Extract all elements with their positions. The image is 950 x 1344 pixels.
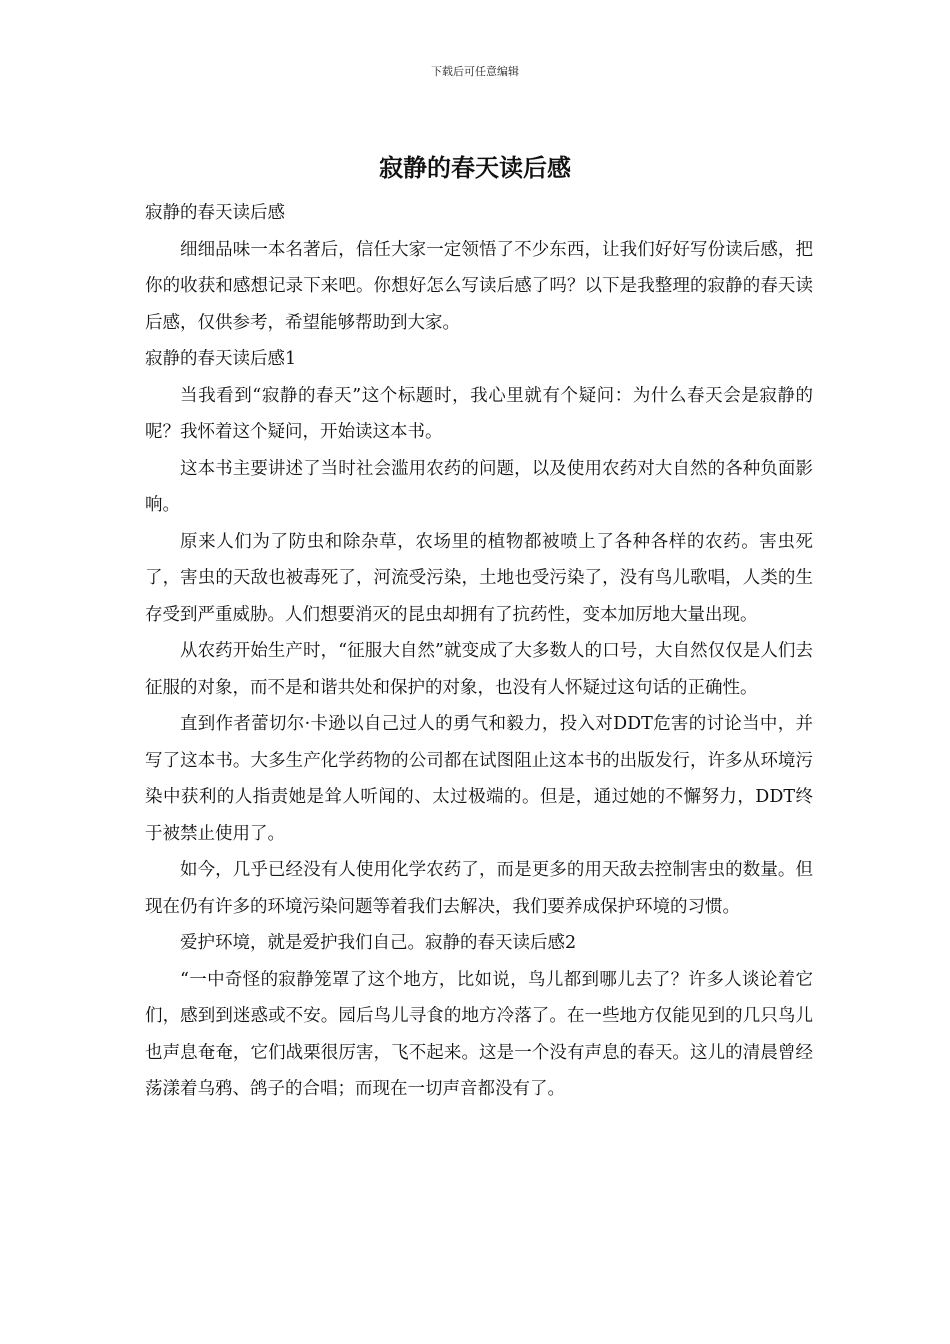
paragraph: 爱护环境，就是爱护我们自己。寂静的春天读后感2	[180, 933, 577, 953]
document-body	[145, 195, 813, 1108]
paragraph: 如今，几乎已经没有人使用化学农药了，而是更多的用天敌去控制害虫的数量。但现在仍有许多的环境污染问题等着我们去解决，我们要养成保护环境的习惯。	[145, 860, 813, 917]
header-note: 下载后可任意编辑	[431, 65, 519, 78]
paragraph: “一中奇怪的寂静笼罩了这个地方，比如说，鸟儿都到哪儿去了？许多人谈论着它们，感到到迷惑或不安。园后鸟儿寻食的地方冷落了。在一些地方仅能见到的几只鸟儿也声息奄奄，它们战栗很厉害，飞不起来。这是一个没有声息的春天。这儿的清晨曾经荡漾着乌鸦、鸽子的合唱；而现在一切声音都没有了。	[145, 969, 813, 1099]
subheading: 寂静的春天读后感1	[145, 349, 297, 369]
paragraph: 从农药开始生产时，“征服大自然”就变成了大多数人的口号，大自然仅仅是人们去征服的对象，而不是和谐共处和保护的对象，也没有人怀疑过这句话的正确性。	[145, 641, 813, 698]
paragraph: 原来人们为了防虫和除杂草，农场里的植物都被喷上了各种各样的农药。害虫死了，害虫的天敌也被毒死了，河流受污染，土地也受污染了，没有鸟儿歌唱，人类的生存受到严重威胁。人们想要消灭的昆虫却拥有了抗药性，变本加厉地大量出现。	[145, 531, 813, 625]
paragraph: 这本书主要讲述了当时社会滥用农药的问题，以及使用农药对大自然的各种负面影响。	[145, 458, 813, 515]
paragraph: 直到作者蕾切尔·卡逊以自己过人的勇气和毅力，投入对DDT危害的讨论当中，并写了这本书。大多生产化学药物的公司都在试图阻止这本书的出版发行，许多从环境污染中获利的人指责她是耸人听闻的、太过极端的。但是，通过她的不懈努力，DDT终于被禁止使用了。	[145, 714, 813, 844]
paragraph: 当我看到“寂静的春天”这个标题时，我心里就有个疑问：为什么春天会是寂静的呢？我怀着这个疑问，开始读这本书。	[145, 385, 813, 442]
paragraph: 细细品味一本名著后，信任大家一定领悟了不少东西，让我们好好写份读后感，把你的收获和感想记录下来吧。你想好怎么写读后感了吗？以下是我整理的寂静的春天读后感，仅供参考，希望能够帮助到大家。	[145, 239, 813, 333]
document-title: 寂静的春天读后感	[379, 153, 571, 182]
subheading: 寂静的春天读后感	[145, 203, 285, 223]
